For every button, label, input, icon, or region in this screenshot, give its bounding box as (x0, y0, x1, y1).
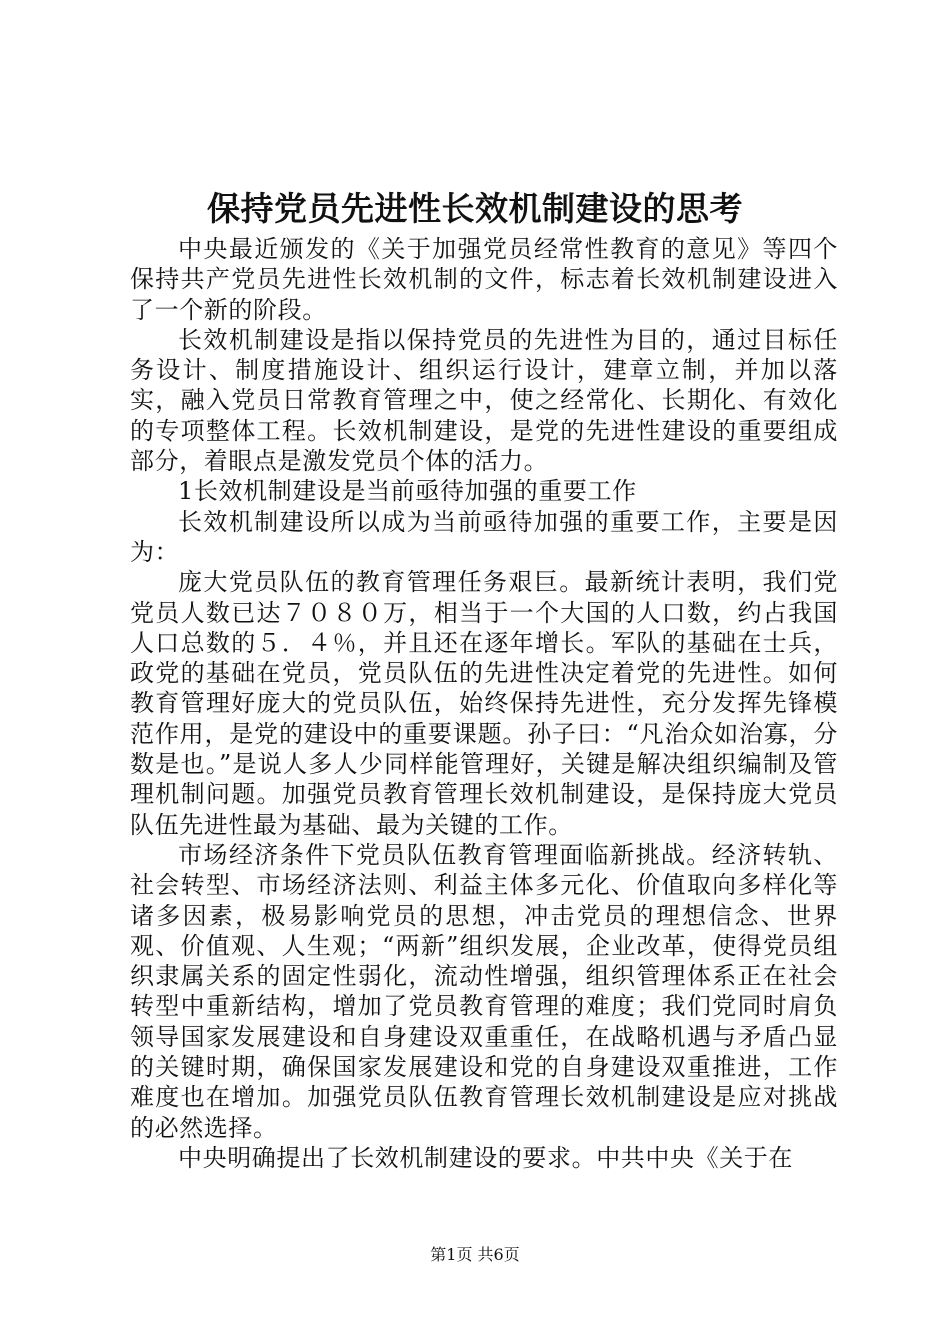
section-heading: 1长效机制建设是当前亟待加强的重要工作 (178, 477, 637, 506)
paragraph-definition: 长效机制建设是指以保持党员的先进性为目的，通过目标任务设计、制度措施设计、组织运行设计，建章立制，并加以落实，融入党员日常教育管理之中，使之经常化、长期化、有效化的专项整体工程。长效机制建设，是党的先进性建设的重要组成部分，着眼点是激发党员个体的活力。 (130, 325, 838, 476)
paragraph-membership: 庞大党员队伍的教育管理任务艰巨。最新统计表明，我们党党员人数已达７０８０万，相当于一个大国的人口数，约占我国人口总数的５．４％，并且还在逐年增长。军队的基础在士兵，政党的基础在党员，党员队伍的先进性决定着党的先进性。如何教育管理好庞大的党员队伍，始终保持先进性，充分发挥先锋模范作用，是党的建设中的重要课题。孙子曰：“凡治众如治寡，分数是也。”是说人多人少同样能管理好，关键是解决组织编制及管理机制问题。加强党员教育管理长效机制建设，是保持庞大党员队伍先进性最为基础、最为关键的工作。 (130, 568, 838, 839)
paragraph-central-requirement: 中央明确提出了长效机制建设的要求。中共中央《关于在 (178, 1143, 793, 1172)
document-title: 保持党员先进性长效机制建设的思考 (207, 189, 743, 228)
page-footer: 第1页 共6页 (430, 1245, 520, 1264)
paragraph-market-economy: 市场经济条件下党员队伍教育管理面临新挑战。经济转轨、社会转型、市场经济法则、利益主体多元化、价值取向多样化等诸多因素，极易影响党员的思想，冲击党员的理想信念、世界观、价值观、人生观；“两新”组织发展，企业改革，使得党员组织隶属关系的固定性弱化，流动性增强，组织管理体系正在社会转型中重新结构，增加了党员教育管理的难度；我们党同时肩负领导国家发展建设和自身建设双重重任，在战略机遇与矛盾凸显的关键时期，确保国家发展建设和党的自身建设双重推进，工作难度也在增加。加强党员队伍教育管理长效机制建设是应对挑战的必然选择。 (130, 840, 838, 1142)
paragraph-reasons: 长效机制建设所以成为当前亟待加强的重要工作，主要是因为： (130, 507, 838, 566)
paragraph-intro: 中央最近颁发的《关于加强党员经常性教育的意见》等四个保持共产党员先进性长效机制的文件，标志着长效机制建设进入了一个新的阶段。 (130, 235, 838, 324)
document-body (130, 234, 838, 1173)
